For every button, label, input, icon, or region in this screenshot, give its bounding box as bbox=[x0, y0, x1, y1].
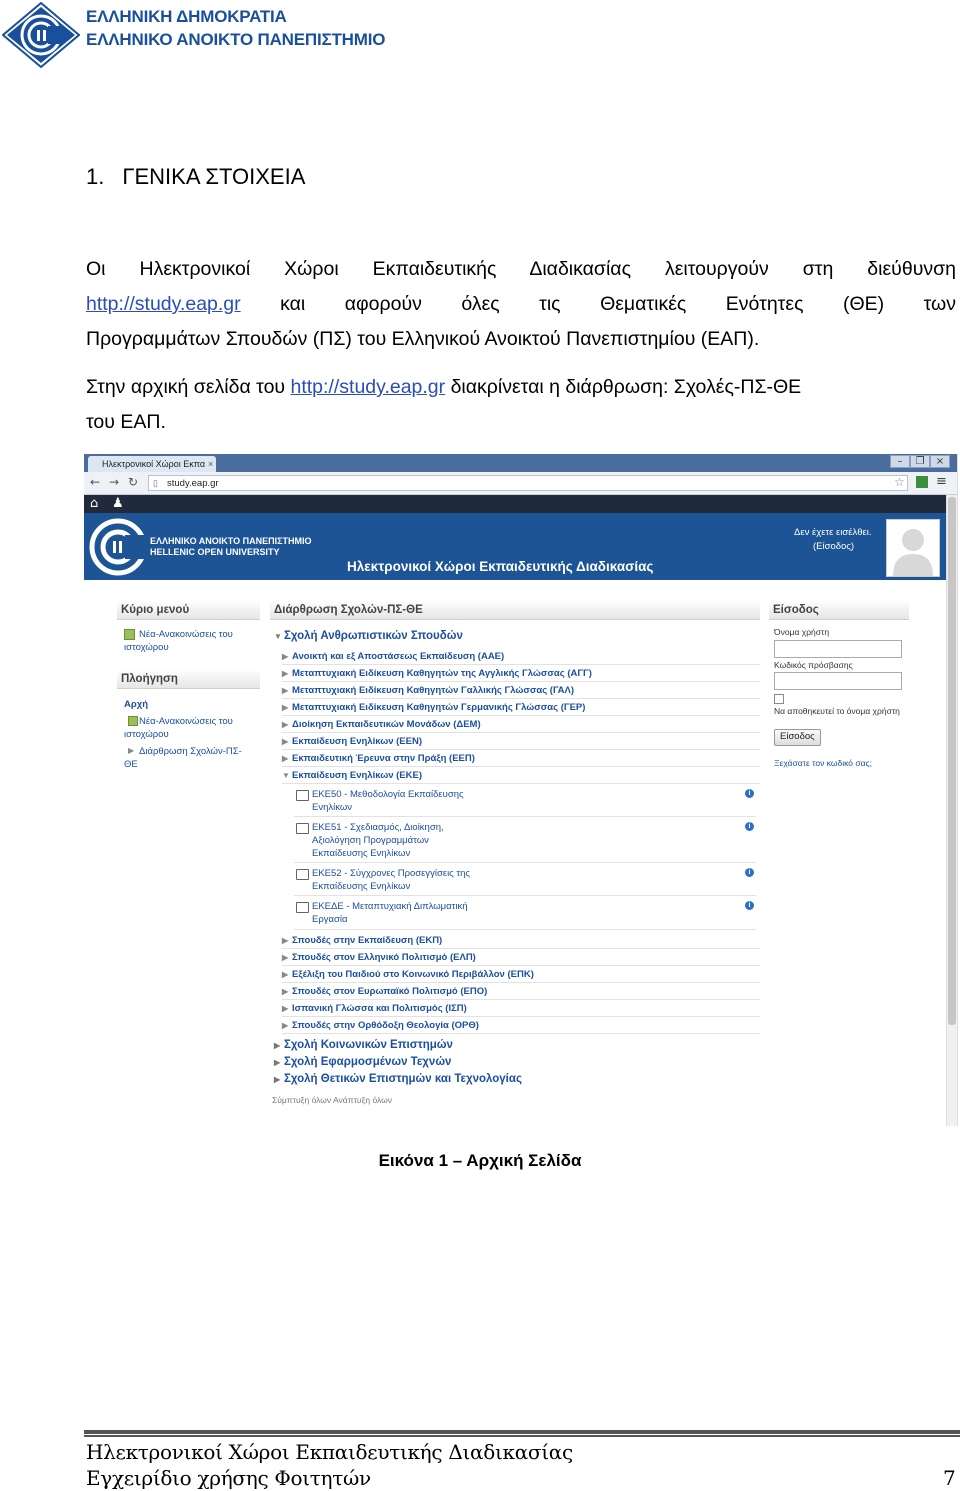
course-book-icon bbox=[296, 902, 309, 913]
main-menu-news-link[interactable]: Νέα-Ανακοινώσεις του ιστοχώρου bbox=[124, 629, 233, 653]
structure-paragraph bbox=[86, 370, 956, 440]
program-label: Εκπαίδευση Ενηλίκων (ΕΕΝ) bbox=[292, 736, 422, 747]
program-label: Διοίκηση Εκπαιδευτικών Μονάδων (ΔΕΜ) bbox=[292, 719, 481, 730]
remember-label: Να αποθηκευτεί το όνομα χρήστη bbox=[774, 706, 900, 716]
info-icon[interactable]: i bbox=[745, 789, 754, 798]
structure-line-1 bbox=[86, 370, 956, 405]
program-label: Μεταπτυχιακή Ειδίκευση Καθηγητών της Αγγλικής Γλώσσας (ΑΓΓ) bbox=[292, 668, 592, 679]
collapse-icon: ▼ bbox=[274, 632, 282, 641]
avatar bbox=[886, 519, 940, 577]
program-row[interactable] bbox=[282, 752, 760, 767]
login-status: Δεν έχετε εισέλθει. bbox=[794, 527, 872, 538]
course-separator bbox=[294, 816, 756, 817]
course-separator bbox=[294, 929, 756, 930]
nav-news-link[interactable]: Νέα-Ανακοινώσεις του ιστοχώρου bbox=[124, 716, 233, 740]
main-menu-heading: Κύριο μενού bbox=[117, 600, 260, 620]
login-link[interactable]: (Είσοδος) bbox=[813, 541, 855, 552]
intro-line-2-text: και αφορούν όλες τις Θεματικές Ενότητες (ΘΕ) των bbox=[240, 293, 956, 315]
course-link[interactable]: ΕΚΕ51 - Σχεδιασμός, Διοίκηση, bbox=[312, 822, 444, 833]
school-row[interactable] bbox=[274, 1038, 760, 1053]
intro-line-2 bbox=[86, 287, 956, 322]
browser-menu-icon[interactable]: ≡ bbox=[936, 474, 947, 489]
program-row[interactable] bbox=[282, 968, 760, 983]
nav-structure-link[interactable]: Διάρθρωση Σχολών-ΠΣ-ΘΕ bbox=[124, 746, 242, 770]
expand-icon: ▶ bbox=[282, 754, 289, 763]
course-link[interactable]: Εκπαίδευσης Ενηλίκων bbox=[312, 848, 411, 859]
structure-before: Στην αρχική σελίδα του bbox=[86, 376, 291, 398]
course-link[interactable]: Ενηλίκων bbox=[312, 802, 353, 813]
study-link-2[interactable]: http://study.eap.gr bbox=[290, 376, 446, 398]
header-republic: ΕΛΛΗΝΙΚΗ ΔΗΜΟΚΡΑΤΙΑ bbox=[86, 7, 287, 26]
footer-title: Ηλεκτρονικοί Χώροι Εκπαιδευτικής Διαδικασίας bbox=[86, 1440, 573, 1464]
address-text: study.eap.gr bbox=[167, 478, 219, 489]
collapse-expand-all[interactable]: Σύμπτυξη όλων Ανάπτυξη όλων bbox=[272, 1095, 393, 1105]
banner-uni-en: HELLENIC OPEN UNIVERSITY bbox=[150, 547, 280, 557]
site-topbar bbox=[84, 495, 946, 513]
password-label: Κωδικός πρόσβασης bbox=[774, 660, 853, 670]
program-row[interactable] bbox=[282, 650, 760, 665]
collapse-icon: ▼ bbox=[282, 771, 290, 780]
course-book-icon bbox=[296, 869, 309, 880]
extension-icon[interactable] bbox=[916, 476, 928, 488]
expand-icon: ▶ bbox=[282, 703, 289, 712]
section-number: 1. bbox=[86, 164, 105, 189]
school-humanities[interactable] bbox=[274, 629, 760, 644]
home-icon[interactable]: ⌂ bbox=[90, 496, 99, 511]
info-icon[interactable]: i bbox=[745, 901, 754, 910]
program-label: Σπουδές στον Ευρωπαϊκό Πολιτισμό (ΕΠΟ) bbox=[292, 986, 488, 997]
page-header bbox=[0, 0, 960, 70]
course-separator bbox=[294, 895, 756, 896]
page-scrollbar[interactable] bbox=[946, 495, 958, 1126]
program-row[interactable] bbox=[282, 934, 760, 949]
expand-icon: ▶ bbox=[282, 987, 289, 996]
username-input[interactable] bbox=[774, 640, 902, 658]
expand-icon: ▶ bbox=[282, 936, 289, 945]
back-icon[interactable]: ← bbox=[90, 475, 101, 489]
program-row[interactable] bbox=[282, 684, 760, 699]
expand-icon: ▶ bbox=[274, 1075, 281, 1084]
nav-expand-icon[interactable]: ▶ bbox=[128, 746, 135, 755]
banner-title: Ηλεκτρονικοί Χώροι Εκπαιδευτικής Διαδικασίας bbox=[347, 559, 654, 574]
structure-after: διακρίνεται η διάρθρωση: Σχολές-ΠΣ-ΘΕ bbox=[445, 376, 802, 398]
school-label: Σχολή Θετικών Επιστημών και Τεχνολογίας bbox=[284, 1073, 522, 1085]
course-separator bbox=[294, 862, 756, 863]
course-link[interactable]: Εκπαίδευσης Ενηλίκων bbox=[312, 881, 411, 892]
username-label: Όνομα χρήστη bbox=[774, 627, 830, 637]
browser-toolbar bbox=[84, 472, 957, 495]
program-label: Ισπανική Γλώσσα και Πολιτισμός (ΙΣΠ) bbox=[292, 1003, 467, 1014]
course-link[interactable]: ΕΚΕ52 - Σύγχρονες Προσεγγίσεις της bbox=[312, 868, 471, 879]
tab-close-icon[interactable]: × bbox=[208, 459, 214, 469]
maximize-icon[interactable]: ❐ bbox=[910, 455, 930, 468]
minimize-icon[interactable]: – bbox=[890, 455, 910, 468]
program-row[interactable] bbox=[282, 985, 760, 1000]
scrollbar-thumb[interactable] bbox=[948, 497, 956, 1025]
expand-icon: ▶ bbox=[274, 1058, 281, 1067]
course-link[interactable]: Αξιολόγηση Προγραμμάτων bbox=[312, 835, 429, 846]
page-number: 7 bbox=[943, 1466, 956, 1490]
structure-heading: Διάρθρωση Σχολών-ΠΣ-ΘΕ bbox=[270, 600, 760, 620]
program-row[interactable] bbox=[282, 718, 760, 733]
school-row[interactable] bbox=[274, 1072, 760, 1087]
structure-line-2: του ΕΑΠ. bbox=[86, 411, 166, 433]
program-row[interactable] bbox=[282, 1002, 760, 1017]
program-row[interactable] bbox=[282, 701, 760, 716]
program-label: Εκπαιδευτική Έρευνα στην Πράξη (ΕΕΠ) bbox=[292, 753, 475, 764]
expand-icon: ▶ bbox=[282, 1021, 289, 1030]
bookmark-star-icon[interactable]: ☆ bbox=[894, 475, 905, 489]
window-close-icon[interactable]: × bbox=[930, 455, 950, 468]
course-book-icon bbox=[296, 790, 309, 801]
intro-paragraph bbox=[86, 252, 956, 357]
header-university: ΕΛΛΗΝΙΚΟ ΑΝΟΙΚΤΟ ΠΑΝΕΠΙΣΤΗΜΙΟ bbox=[86, 30, 386, 49]
browser-tabbar bbox=[84, 454, 957, 472]
program-label: Εξέλιξη του Παιδιού στο Κοινωνικό Περιβάλλον (ΕΠΚ) bbox=[292, 969, 534, 980]
school-row[interactable] bbox=[274, 1055, 760, 1070]
course-book-icon bbox=[296, 823, 309, 834]
expand-icon: ▶ bbox=[282, 720, 289, 729]
banner-logo-icon bbox=[87, 517, 149, 577]
homepage-screenshot bbox=[84, 454, 958, 1126]
expand-icon: ▶ bbox=[282, 669, 289, 678]
section-title bbox=[86, 164, 305, 190]
intro-line-3: Προγραμμάτων Σπουδών (ΠΣ) του Ελληνικού Ανοικτού Πανεπιστημίου (ΕΑΠ). bbox=[86, 328, 760, 350]
school-label: Σχολή Εφαρμοσμένων Τεχνών bbox=[284, 1056, 452, 1068]
info-icon[interactable]: i bbox=[745, 822, 754, 831]
program-label: Εκπαίδευση Ενηλίκων (ΕΚΕ) bbox=[292, 770, 422, 781]
page-icon: ▯ bbox=[153, 478, 158, 488]
expand-icon: ▶ bbox=[282, 652, 289, 661]
school-label: Σχολή Κοινωνικών Επιστημών bbox=[284, 1039, 453, 1051]
expand-icon: ▶ bbox=[282, 953, 289, 962]
address-bar[interactable] bbox=[148, 475, 908, 491]
program-label: Ανοικτή και εξ Αποστάσεως Εκπαίδευση (ΑΑΕ) bbox=[292, 651, 505, 662]
program-label: Σπουδές στον Ελληνικό Πολιτισμό (ΕΛΠ) bbox=[292, 952, 476, 963]
footer-rule bbox=[84, 1430, 960, 1437]
section-title-text: ΓΕΝΙΚΑ ΣΤΟΙΧΕΙΑ bbox=[122, 164, 306, 189]
program-label: Μεταπτυχιακή Ειδίκευση Καθηγητών Γερμανικής Γλώσσας (ΓΕΡ) bbox=[292, 702, 586, 713]
reload-icon[interactable]: ↻ bbox=[128, 475, 139, 489]
expand-icon: ▶ bbox=[282, 970, 289, 979]
program-row[interactable] bbox=[282, 769, 760, 784]
program-row[interactable] bbox=[282, 951, 760, 966]
program-row[interactable] bbox=[282, 667, 760, 682]
study-link[interactable]: http://study.eap.gr bbox=[86, 293, 241, 315]
program-label: Σπουδές στην Ορθόδοξη Θεολογία (ΟΡΘ) bbox=[292, 1020, 479, 1031]
info-icon[interactable]: i bbox=[745, 868, 754, 877]
browser-tab-title: Ηλεκτρονικοί Χώροι Εκπα bbox=[102, 459, 206, 469]
navigation-heading: Πλοήγηση bbox=[117, 669, 260, 689]
course-link[interactable]: Εργασία bbox=[312, 914, 348, 925]
login-block-heading: Είσοδος bbox=[769, 600, 909, 620]
avatar-icon bbox=[887, 520, 939, 576]
nav-home-link[interactable]: Αρχή bbox=[124, 699, 149, 710]
course-link[interactable]: ΕΚΕ50 - Μεθοδολογία Εκπαίδευσης bbox=[312, 789, 464, 800]
site-banner bbox=[84, 513, 946, 580]
program-row[interactable] bbox=[282, 735, 760, 750]
program-label: Σπουδές στην Εκπαίδευση (ΕΚΠ) bbox=[292, 935, 443, 946]
course-link[interactable]: ΕΚΕΔΕ - Μεταπτυχιακή Διπλωματική bbox=[312, 901, 468, 912]
expand-icon: ▶ bbox=[282, 1004, 289, 1013]
expand-icon: ▶ bbox=[274, 1041, 281, 1050]
intro-line-1: Οι Ηλεκτρονικοί Χώροι Εκπαιδευτικής Διαδικασίας λειτουργούν στη διεύθυνση bbox=[86, 258, 956, 280]
program-label: Μεταπτυχιακή Ειδίκευση Καθηγητών Γαλλικής Γλώσσας (ΓΑΛ) bbox=[292, 685, 575, 696]
program-row[interactable] bbox=[282, 1019, 760, 1034]
password-input[interactable] bbox=[774, 672, 902, 690]
browser-tab[interactable] bbox=[88, 456, 216, 472]
school-humanities-label: Σχολή Ανθρωπιστικών Σπουδών bbox=[284, 630, 463, 642]
eap-logo-icon bbox=[2, 2, 80, 68]
expand-icon: ▶ bbox=[282, 737, 289, 746]
remember-checkbox[interactable] bbox=[774, 694, 784, 704]
login-button[interactable]: Είσοδος bbox=[774, 729, 821, 746]
forgot-password-link[interactable]: Ξεχάσατε τον κωδικό σας; bbox=[774, 758, 872, 768]
expand-icon: ▶ bbox=[282, 686, 289, 695]
user-icon[interactable]: ♟ bbox=[112, 496, 124, 511]
footer-subtitle: Εγχειρίδιο χρήσης Φοιτητών bbox=[86, 1466, 371, 1490]
forward-icon[interactable]: → bbox=[109, 475, 120, 489]
banner-uni-gr: ΕΛΛΗΝΙΚΟ ΑΝΟΙΚΤΟ ΠΑΝΕΠΙΣΤΗΜΙΟ bbox=[150, 536, 312, 546]
figure-caption: Εικόνα 1 – Αρχική Σελίδα bbox=[378, 1151, 582, 1170]
